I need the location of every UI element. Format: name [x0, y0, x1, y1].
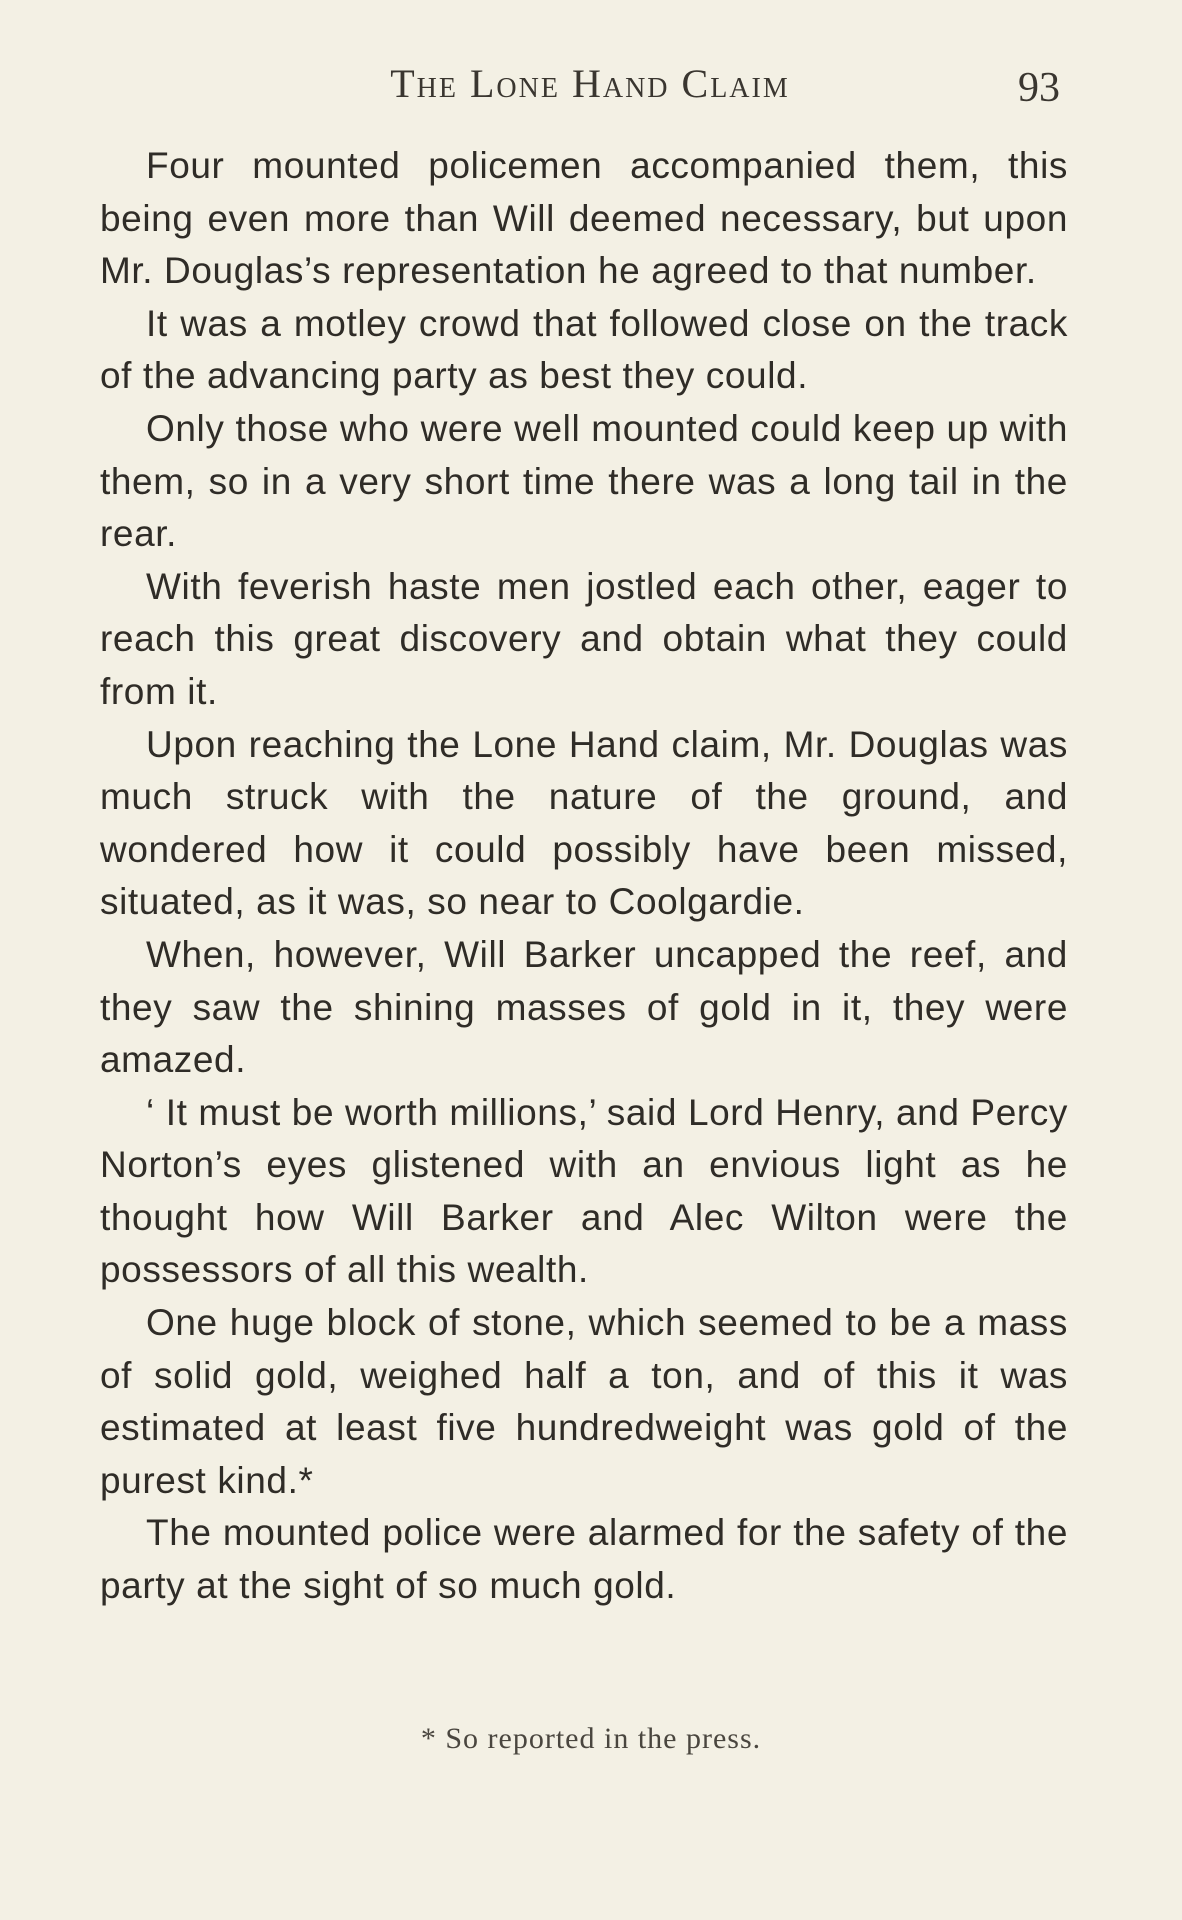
footnote: * So reported in the press. [420, 1722, 762, 1755]
paragraph-uncapped-reef: When, however, Will Barker uncapped the reef, and they saw the shining masses of gold in it, they were amazed. [100, 933, 1068, 1081]
body-text [100, 140, 1068, 1613]
paragraph-worth-millions: ‘ It must be worth millions,’ said Lord Henry, and Percy Norton’s eyes glistened with an envious light as he thought how Will Barker and Alec Wilton were the possessors of all this wealth. [100, 1091, 1068, 1291]
paragraph-feverish-haste: With feverish haste men jostled each other, eager to reach this great discovery and obtain what they could from it. [100, 565, 1068, 712]
paragraph-motley-crowd: It was a motley crowd that followed close on the track of the advancing party as best they could. [100, 302, 1068, 397]
paragraph-police-alarmed: The mounted police were alarmed for the safety of the party at the sight of so much gold. [100, 1512, 1068, 1607]
page-header [100, 52, 1080, 112]
page-number: 93 [1018, 65, 1060, 111]
running-title: The Lone Hand Claim [390, 61, 790, 106]
paragraph-well-mounted: Only those who were well mounted could keep up with them, so in a very short time there was a long tail in the rear. [100, 407, 1068, 555]
paragraph-reaching-claim: Upon reaching the Lone Hand claim, Mr. Douglas was much struck with the nature of the ground, and wondered how it could possibly have been missed, situated, as it was, so near to Coolgardie. [100, 723, 1068, 923]
paragraph-huge-block: One huge block of stone, which seemed to be a mass of solid gold, weighed half a ton, and of this it was estimated at least five hundredweight was gold of the purest kind.* [100, 1302, 1068, 1501]
paragraph-policemen: Four mounted policemen accompanied them, this being even more than Will deemed necessary, but upon Mr. Douglas’s representation he agreed to that number. [100, 145, 1068, 292]
